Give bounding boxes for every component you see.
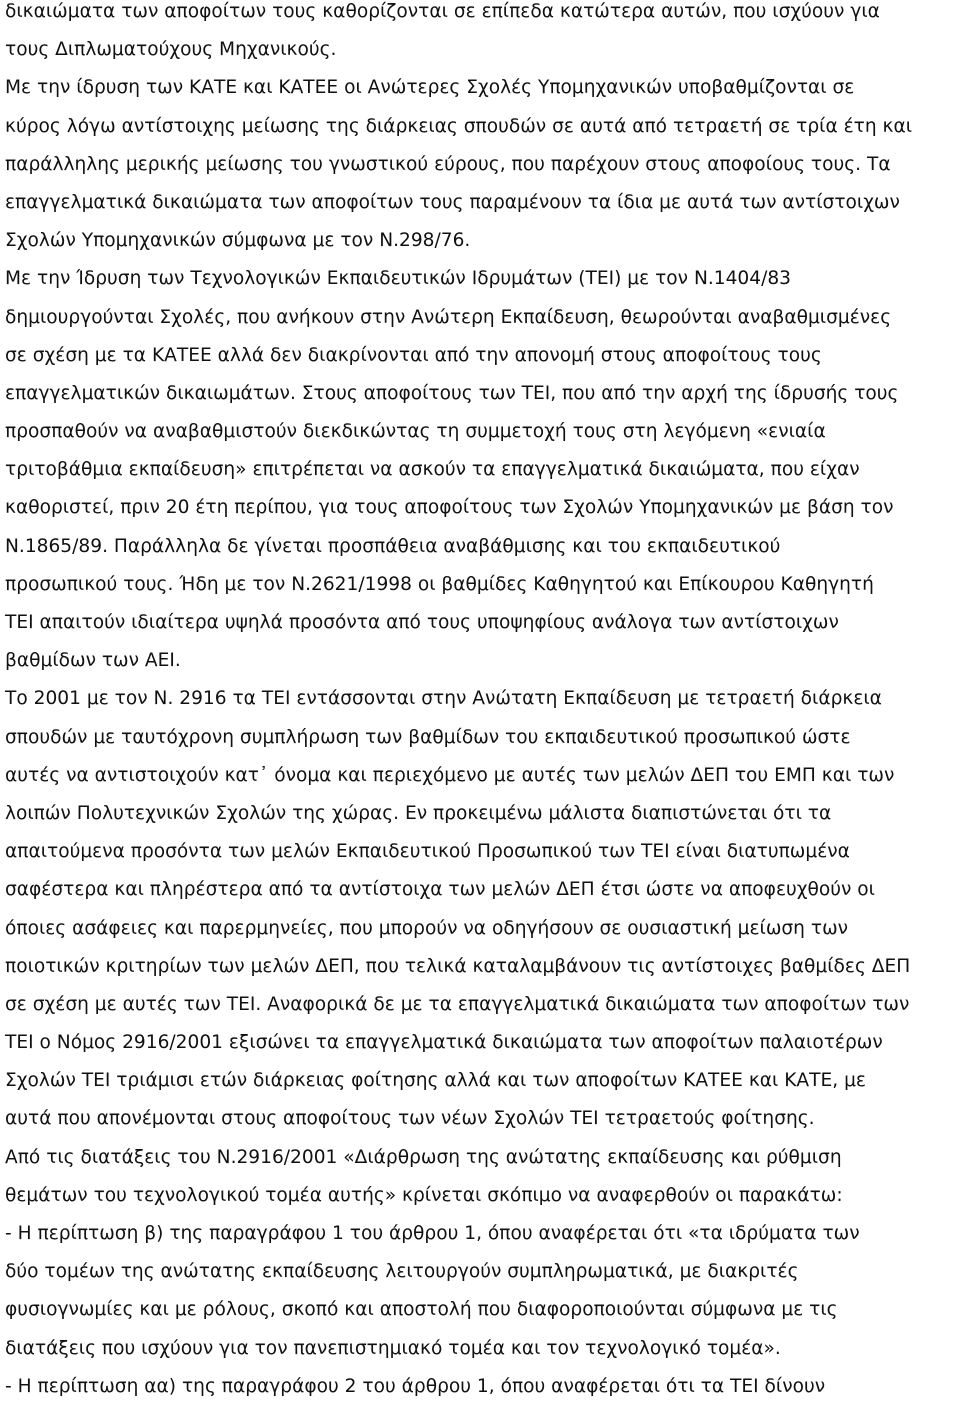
text-line: επαγγελματικών δικαιωμάτων. Στους αποφοίτους των ΤΕΙ, που από την αρχή της ίδρυσής τους — [5, 382, 899, 404]
text-line: αυτά που απονέμονται στους αποφοίτους των νέων Σχολών ΤΕΙ τετραετούς φοίτησης. — [5, 1108, 815, 1130]
text-line: τους Διπλωματούχους Μηχανικούς. — [5, 39, 337, 61]
text-line: ΤΕΙ απαιτούν ιδιαίτερα υψηλά προσόντα από τους υποψηφίους ανάλογα των αντίστοιχων — [5, 612, 839, 633]
text-line: απαιτούμενα προσόντα των μελών Εκπαιδευτικού Προσωπικού των ΤΕΙ είναι διατυπωμένα — [5, 841, 850, 863]
text-line: ΤΕΙ ο Νόμος 2916/2001 εξισώνει τα επαγγελματικά δικαιώματα των αποφοίτων παλαιοτέρων — [5, 1032, 883, 1054]
text-line: δύο τομέων της ανώτατης εκπαίδευσης λειτουργούν συμπληρωματικά, με διακριτές — [5, 1261, 799, 1283]
text-line: Με την ίδρυση των ΚΑΤΕ και ΚΑΤΕΕ οι Ανώτερες Σχολές Υπομηχανικών υποβαθμίζονται σε — [5, 77, 855, 99]
text-line: καθοριστεί, πριν 20 έτη περίπου, για τους αποφοίτους των Σχολών Υπομηχανικών με βάση τον — [5, 497, 894, 519]
text-line: κύρος λόγω αντίστοιχης μείωσης της διάρκειας σπουδών σε αυτά από τετραετή σε τρία έτη και — [5, 115, 913, 137]
text-line: προσπαθούν να αναβαθμιστούν διεκδικώντας τη συμμετοχή τους στη λεγόμενη «ενιαία — [5, 421, 826, 443]
text-line: διατάξεις που ισχύουν για τον πανεπιστημιακό τομέα και τον τεχνολογικό τομέα». — [5, 1337, 781, 1359]
text-line: επαγγελματικά δικαιώματα των αποφοίτων τους παραμένουν τα ίδια με αυτά των αντίστοιχων — [5, 191, 900, 213]
text-line: όποιες ασάφειες και παρερμηνείες, που μπορούν να οδηγήσουν σε ουσιαστική μείωση των — [5, 917, 849, 939]
document-page — [5, 0, 955, 1406]
text-line: προσωπικού τους. Ήδη με τον Ν.2621/1998 οι βαθμίδες Καθηγητού και Επίκουρου Καθηγητή — [5, 573, 874, 595]
text-line: δικαιώματα των αποφοίτων τους καθορίζονται σε επίπεδα κατώτερα αυτών, που ισχύουν για — [5, 1, 880, 22]
text-line: τριτοβάθμια εκπαίδευση» επιτρέπεται να ασκούν τα επαγγελματικά δικαιώματα, που είχαν — [5, 459, 860, 481]
text-line: δημιουργούνται Σχολές, που ανήκουν στην Ανώτερη Εκπαίδευση, θεωρούνται αναβαθμισμένες — [5, 306, 892, 328]
text-line: Από τις διατάξεις του Ν.2916/2001 «Διάρθρωση της ανώτατης εκπαίδευσης και ρύθμιση — [5, 1146, 842, 1168]
text-line: - Η περίπτωση αα) της παραγράφου 2 του άρθρου 1, όπου αναφέρεται ότι τα ΤΕΙ δίνουν — [5, 1375, 826, 1397]
text-line: αυτές να αντιστοιχούν κατ᾽ όνομα και περιεχόμενο με αυτές των μελών ΔΕΠ του ΕΜΠ και των — [5, 764, 895, 786]
text-line: θεμάτων του τεχνολογικού τομέα αυτής» κρίνεται σκόπιμο να αναφερθούν οι παρακάτω: — [5, 1184, 843, 1206]
text-line: ποιοτικών κριτηρίων των μελών ΔΕΠ, που τελικά καταλαμβάνουν τις αντίστοιχες βαθμίδες ΔΕΠ — [5, 955, 911, 977]
text-line: σαφέστερα και πληρέστερα από τα αντίστοιχα των μελών ΔΕΠ έτσι ώστε να αποφευχθούν οι — [5, 879, 875, 901]
text-line: Ν.1865/89. Παράλληλα δε γίνεται προσπάθεια αναβάθμισης και του εκπαιδευτικού — [5, 535, 781, 557]
text-line: Σχολών ΤΕΙ τριάμισι ετών διάρκειας φοίτησης αλλά και των αποφοίτων ΚΑΤΕΕ και ΚΑΤΕ, με — [5, 1070, 866, 1092]
text-line: σε σχέση με τα ΚΑΤΕΕ αλλά δεν διακρίνονται από την απονομή στους αποφοίτους τους — [5, 344, 822, 366]
text-line: - Η περίπτωση β) της παραγράφου 1 του άρθρου 1, όπου αναφέρεται ότι «τα ιδρύματα των — [5, 1223, 860, 1244]
text-line: Με την Ίδρυση των Τεχνολογικών Εκπαιδευτικών Ιδρυμάτων (ΤΕΙ) με τον Ν.1404/83 — [5, 268, 792, 290]
text-line: Σχολών Υπομηχανικών σύμφωνα με τον Ν.298/76. — [5, 230, 471, 252]
text-line: φυσιογνωμίες και με ρόλους, σκοπό και αποστολή που διαφοροποιούνται σύμφωνα με τις — [5, 1299, 838, 1321]
text-line: λοιπών Πολυτεχνικών Σχολών της χώρας. Εν προκειμένω μάλιστα διαπιστώνεται ότι τα — [5, 802, 832, 824]
text-line: βαθμίδων των ΑΕΙ. — [5, 650, 181, 672]
text-line: Το 2001 με τον Ν. 2916 τα ΤΕΙ εντάσσονται στην Ανώτατη Εκπαίδευση με τετραετή διάρκεια — [5, 688, 882, 710]
text-line: σε σχέση με αυτές των ΤΕΙ. Αναφορικά δε με τα επαγγελματικά δικαιώματα των αποφοίτων των — [5, 993, 910, 1015]
text-line: παράλληλης μερικής μείωσης του γνωστικού εύρους, που παρέχουν στους αποφοίους τους. Τα — [5, 153, 891, 175]
text-line: σπουδών με ταυτόχρονη συμπλήρωση των βαθμίδων του εκπαιδευτικού προσωπικού ώστε — [5, 726, 851, 748]
